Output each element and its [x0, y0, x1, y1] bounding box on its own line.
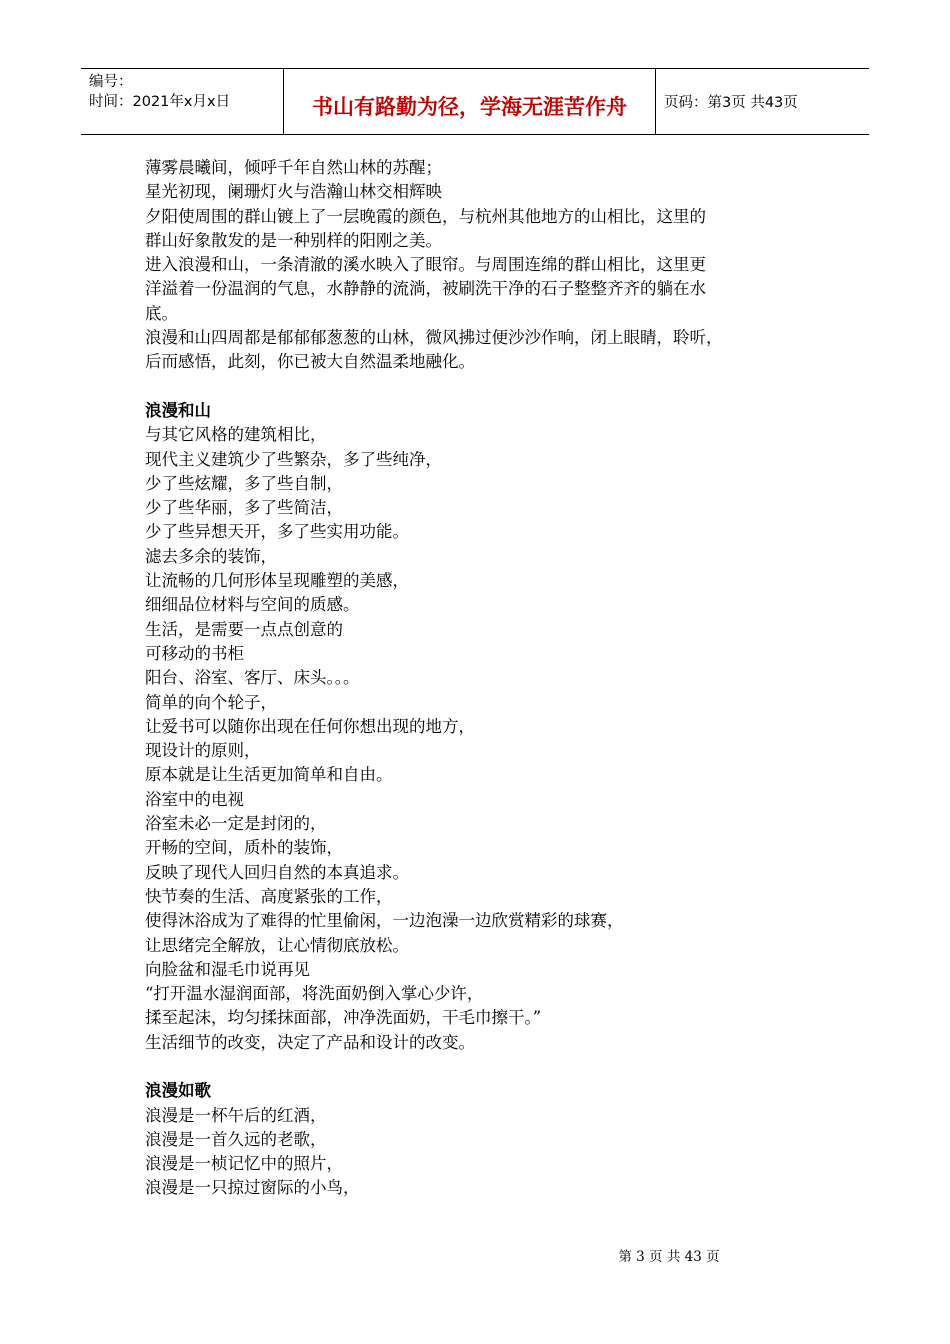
- body-line: 后而感悟，此刻，你已被大自然温柔地融化。: [145, 352, 475, 372]
- section-heading: 浪漫如歌: [145, 1081, 211, 1101]
- body-line: 反映了现代人回归自然的本真追求。: [145, 862, 409, 882]
- body-line: 向脸盆和湿毛巾说再见: [145, 959, 310, 979]
- body-line: 浪漫是一只掠过窗际的小鸟，: [145, 1178, 360, 1198]
- section-gap: [145, 375, 815, 399]
- header-motto: 书山有路勤为径，学海无涯苦作舟: [283, 69, 656, 134]
- body-line: 少了些炫耀，多了些自制，: [145, 473, 343, 493]
- page-footer: 第 3 页 共 43 页: [618, 1249, 720, 1265]
- body-line: 让流畅的几何形体呈现雕塑的美感，: [145, 571, 409, 591]
- body-line: 现设计的原则，: [145, 741, 261, 761]
- body-line: 少了些异想天开，多了些实用功能。: [145, 522, 409, 542]
- body-line: 原本就是让生活更加简单和自由。: [145, 765, 393, 785]
- body-line: 开畅的空间，质朴的装饰，: [145, 838, 343, 858]
- body-line: 浴室未必一定是封闭的，: [145, 814, 327, 834]
- body-line: 底。: [145, 303, 178, 323]
- body-line: 快节奏的生活、高度紧张的工作，: [145, 886, 393, 906]
- body-line: 进入浪漫和山，一条清澈的溪水映入了眼帘。与周围连绵的群山相比，这里更: [145, 255, 706, 275]
- body-line: 细细品位材料与空间的质感。: [145, 595, 360, 615]
- body-line: 与其它风格的建筑相比，: [145, 425, 327, 445]
- body-line: 浪漫是一首久远的老歌，: [145, 1129, 327, 1149]
- body-line: “打开温水湿润面部，将洗面奶倒入掌心少许，: [145, 984, 484, 1004]
- body-line: 现代主义建筑少了些繁杂，多了些纯净，: [145, 449, 442, 469]
- body-line: 生活，是需要一点点创意的: [145, 619, 343, 639]
- body-line: 浴室中的电视: [145, 789, 244, 809]
- number-label: 编号：: [89, 74, 133, 90]
- body-line: 群山好象散发的是一种别样的阳刚之美。: [145, 230, 442, 250]
- body-line: 让思绪完全解放，让心情彻底放松。: [145, 935, 409, 955]
- body-line: 夕阳使周围的群山镀上了一层晚霞的颜色，与杭州其他地方的山相比，这里的: [145, 206, 706, 226]
- body-line: 生活细节的改变，决定了产品和设计的改变。: [145, 1032, 475, 1052]
- section-gap: [145, 1055, 815, 1079]
- body-line: 让爱书可以随你出现在任何你想出现的地方，: [145, 716, 475, 736]
- page-header: [81, 68, 869, 135]
- time-label: 时间：2021年x月x日: [89, 94, 231, 110]
- body-line: 浪漫和山四周都是郁郁郁葱葱的山林，微风拂过便沙沙作响，闭上眼睛，聆听，: [145, 328, 723, 348]
- document-body: [145, 156, 815, 1201]
- body-line: 薄雾晨曦间，倾呼千年自然山林的苏醒；: [145, 158, 442, 177]
- header-page-info: 页码：第3页 共43页: [664, 95, 798, 111]
- body-line: 洋溢着一份温润的气息，水静静的流淌，被刷洗干净的石子整整齐齐的躺在水: [145, 279, 706, 299]
- body-line: 少了些华丽，多了些简洁，: [145, 498, 343, 518]
- body-line: 浪漫是一桢记忆中的照片，: [145, 1154, 343, 1174]
- body-line: 揉至起沫，均匀揉抹面部，冲净洗面奶，干毛巾擦干。”: [145, 1008, 542, 1028]
- body-line: 使得沐浴成为了难得的忙里偷闲，一边泡澡一边欣赏精彩的球赛，: [145, 911, 624, 931]
- body-line: 星光初现，阑珊灯火与浩瀚山林交相辉映: [145, 182, 442, 202]
- body-line: 简单的向个轮子，: [145, 692, 277, 712]
- body-line: 阳台、浴室、客厅、床头。。。: [145, 668, 360, 688]
- body-line: 可移动的书柜: [145, 643, 244, 663]
- body-line: 浪漫是一杯午后的红酒，: [145, 1105, 327, 1125]
- body-line: 滤去多余的装饰，: [145, 546, 277, 566]
- section-heading: 浪漫和山: [145, 400, 211, 420]
- header-meta: [81, 69, 283, 134]
